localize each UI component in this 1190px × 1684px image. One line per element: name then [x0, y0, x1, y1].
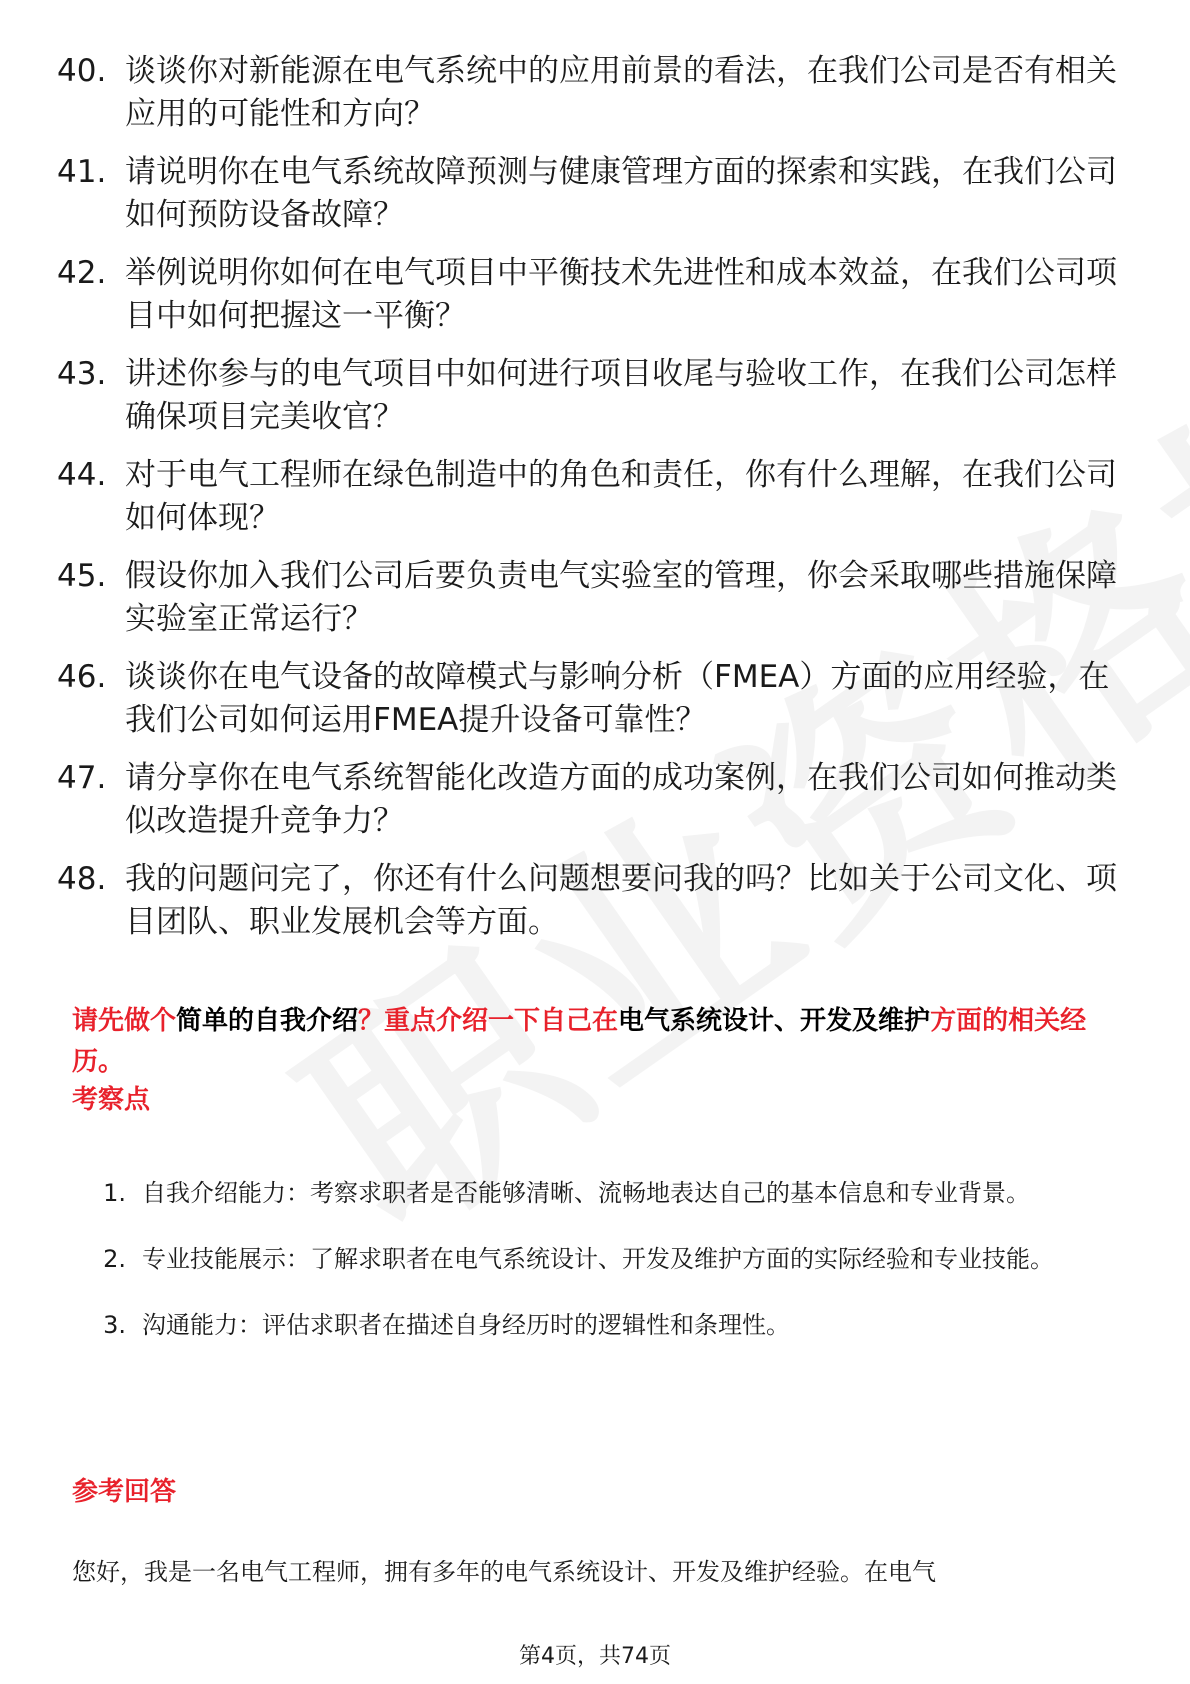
question-number: 40.	[57, 53, 107, 89]
question-text: 请分享你在电气系统智能化改造方面的成功案例，在我们公司如何推动类似改造提升竞争力？	[125, 760, 1117, 839]
question-item	[57, 50, 1137, 136]
point-text: 沟通能力：评估求职者在描述自身经历时的逻辑性和条理性。	[142, 1311, 790, 1339]
question-item	[57, 454, 1137, 540]
question-item	[57, 858, 1137, 944]
question-item	[57, 757, 1137, 843]
question-text: 请说明你在电气系统故障预测与健康管理方面的探索和实践，在我们公司如何预防设备故障？	[125, 154, 1117, 233]
question-number: 47.	[57, 760, 107, 796]
question-number: 41.	[57, 154, 107, 190]
question-text: 谈谈你对新能源在电气系统中的应用前景的看法，在我们公司是否有相关应用的可能性和方向？	[125, 53, 1117, 132]
question-number: 48.	[57, 861, 107, 897]
point-number: 3.	[103, 1311, 126, 1339]
highlight-part: 请先做个	[72, 1006, 177, 1036]
point-item	[72, 1296, 1132, 1354]
question-number: 43.	[57, 356, 107, 392]
page-footer: 第4页，共74页	[519, 1644, 671, 1669]
question-text: 对于电气工程师在绿色制造中的角色和责任，你有什么理解，在我们公司如何体现？	[125, 457, 1117, 536]
question-text: 谈谈你在电气设备的故障模式与影响分析（FMEA）方面的应用经验，在我们公司如何运用FMEA提升设备可靠性？	[125, 659, 1110, 738]
question-list	[57, 50, 1137, 959]
highlight-keyword: 电气系统设计、开发及维护	[618, 1006, 931, 1036]
point-text: 专业技能展示：了解求职者在电气系统设计、开发及维护方面的实际经验和专业技能。	[142, 1245, 1054, 1273]
point-item	[72, 1164, 1132, 1222]
question-text: 举例说明你如何在电气项目中平衡技术先进性和成本效益，在我们公司项目中如何把握这一平衡？	[125, 255, 1117, 334]
point-item	[72, 1230, 1132, 1288]
question-number: 44.	[57, 457, 107, 493]
section-title-points: 考察点	[72, 1085, 151, 1115]
highlight-part: 方面的相关经历。	[72, 1006, 1087, 1077]
section-title-answer: 参考回答	[72, 1477, 177, 1507]
point-number: 1.	[103, 1179, 126, 1207]
highlight-part: ？重点介绍一下自己在	[358, 1006, 619, 1036]
question-number: 46.	[57, 659, 107, 695]
question-text: 讲述你参与的电气项目中如何进行项目收尾与验收工作，在我们公司怎样确保项目完美收官？	[125, 356, 1117, 435]
question-item	[57, 656, 1137, 742]
question-text: 假设你加入我们公司后要负责电气实验室的管理，你会采取哪些措施保障实验室正常运行？	[125, 558, 1117, 637]
question-item	[57, 151, 1137, 237]
question-number: 45.	[57, 558, 107, 594]
question-item	[57, 555, 1137, 641]
question-number: 42.	[57, 255, 107, 291]
question-item	[57, 353, 1137, 439]
point-number: 2.	[103, 1245, 126, 1273]
highlight-keyword: 简单的自我介绍	[176, 1006, 359, 1036]
points-list	[72, 1164, 1132, 1362]
highlight-question	[72, 1001, 1132, 1083]
question-text: 我的问题问完了，你还有什么问题想要问我的吗？比如关于公司文化、项目团队、职业发展机会等方面。	[125, 861, 1117, 940]
question-item	[57, 252, 1137, 338]
answer-text: 您好，我是一名电气工程师，拥有多年的电气系统设计、开发及维护经验。在电气	[72, 1558, 936, 1586]
point-text: 自我介绍能力：考察求职者是否能够清晰、流畅地表达自己的基本信息和专业背景。	[142, 1179, 1030, 1207]
